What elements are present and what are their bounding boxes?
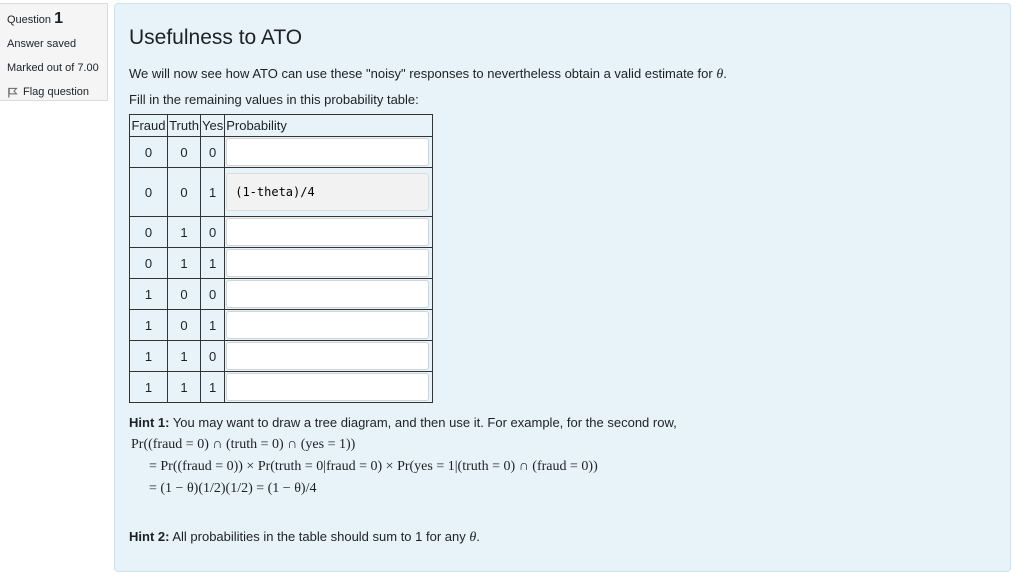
probability-input-6[interactable] bbox=[226, 311, 429, 339]
question-content bbox=[114, 3, 1011, 572]
cell-yes: 0 bbox=[201, 217, 225, 248]
probability-input-5[interactable] bbox=[226, 280, 429, 308]
math-line-1: Pr((fraud = 0) ∩ (truth = 0) ∩ (yes = 1)) bbox=[131, 437, 356, 452]
answer-status: Answer saved bbox=[7, 38, 77, 50]
intro-paragraph bbox=[129, 66, 727, 83]
cell-truth: 0 bbox=[168, 168, 201, 217]
header-probability: Probability bbox=[225, 115, 433, 137]
cell-yes: 0 bbox=[201, 341, 225, 372]
probability-input-4[interactable] bbox=[226, 249, 429, 277]
table-row bbox=[130, 248, 433, 279]
cell-fraud: 0 bbox=[130, 168, 168, 217]
cell-fraud: 0 bbox=[130, 217, 168, 248]
cell-truth: 1 bbox=[168, 372, 201, 403]
hint-2 bbox=[129, 529, 480, 546]
probability-input-2 bbox=[226, 173, 429, 211]
table-row bbox=[130, 168, 433, 217]
hint-2-label: Hint 2: bbox=[129, 529, 170, 544]
cell-truth: 1 bbox=[168, 248, 201, 279]
table-row bbox=[130, 137, 433, 168]
theta-symbol: θ bbox=[716, 67, 724, 82]
table-row bbox=[130, 310, 433, 341]
cell-fraud: 0 bbox=[130, 248, 168, 279]
cell-truth: 1 bbox=[168, 217, 201, 248]
marks-info: Marked out of 7.00 bbox=[7, 62, 99, 74]
probability-input-8[interactable] bbox=[226, 373, 429, 401]
probability-input-7[interactable] bbox=[226, 342, 429, 370]
flag-icon bbox=[7, 87, 18, 98]
cell-yes: 1 bbox=[201, 310, 225, 341]
probability-input-3[interactable] bbox=[226, 218, 429, 246]
header-fraud: Fraud bbox=[130, 115, 168, 137]
flag-question-label: Flag question bbox=[23, 86, 90, 98]
hint-1-text: You may want to draw a tree diagram, and then use it. For example, for the second row, bbox=[169, 415, 677, 430]
instruction-text: Fill in the remaining values in this probability table: bbox=[129, 92, 419, 107]
cell-yes: 1 bbox=[201, 372, 225, 403]
question-label: Question bbox=[7, 14, 52, 26]
table-row bbox=[130, 279, 433, 310]
math-line-3: = (1 − θ)(1/2)(1/2) = (1 − θ)/4 bbox=[149, 481, 317, 496]
question-number bbox=[7, 10, 107, 28]
question-number-value: 1 bbox=[54, 10, 63, 27]
probability-table bbox=[129, 114, 433, 403]
hint-2-period: . bbox=[476, 529, 480, 544]
cell-fraud: 1 bbox=[130, 372, 168, 403]
cell-fraud: 1 bbox=[130, 279, 168, 310]
intro-text: We will now see how ATO can use these "noisy" responses to nevertheless obtain a valid estimate for bbox=[129, 66, 717, 81]
hint-1 bbox=[129, 415, 677, 430]
cell-fraud: 1 bbox=[130, 310, 168, 341]
theta-symbol: θ bbox=[469, 530, 477, 545]
cell-truth: 0 bbox=[168, 279, 201, 310]
cell-truth: 1 bbox=[168, 341, 201, 372]
table-row bbox=[130, 341, 433, 372]
hint-2-text: All probabilities in the table should sum to 1 for any bbox=[169, 529, 470, 544]
cell-fraud: 1 bbox=[130, 341, 168, 372]
header-yes: Yes bbox=[201, 115, 225, 137]
cell-truth: 0 bbox=[168, 310, 201, 341]
probability-input-1[interactable] bbox=[226, 138, 429, 166]
question-title: Usefulness to ATO bbox=[129, 26, 303, 49]
cell-fraud: 0 bbox=[130, 137, 168, 168]
cell-yes: 1 bbox=[201, 168, 225, 217]
question-info-panel bbox=[0, 3, 108, 101]
cell-yes: 0 bbox=[201, 137, 225, 168]
header-truth: Truth bbox=[168, 115, 201, 137]
math-line-2: = Pr((fraud = 0)) × Pr(truth = 0|fraud = 0) × Pr(yes = 1|(truth = 0) ∩ (fraud = 0)) bbox=[149, 459, 598, 474]
hint-1-label: Hint 1: bbox=[129, 415, 170, 430]
table-row bbox=[130, 217, 433, 248]
cell-truth: 0 bbox=[168, 137, 201, 168]
intro-period: . bbox=[723, 66, 727, 81]
table-row bbox=[130, 372, 433, 403]
cell-yes: 0 bbox=[201, 279, 225, 310]
flag-question-link[interactable] bbox=[7, 86, 107, 98]
table-header-row bbox=[130, 115, 433, 137]
cell-yes: 1 bbox=[201, 248, 225, 279]
